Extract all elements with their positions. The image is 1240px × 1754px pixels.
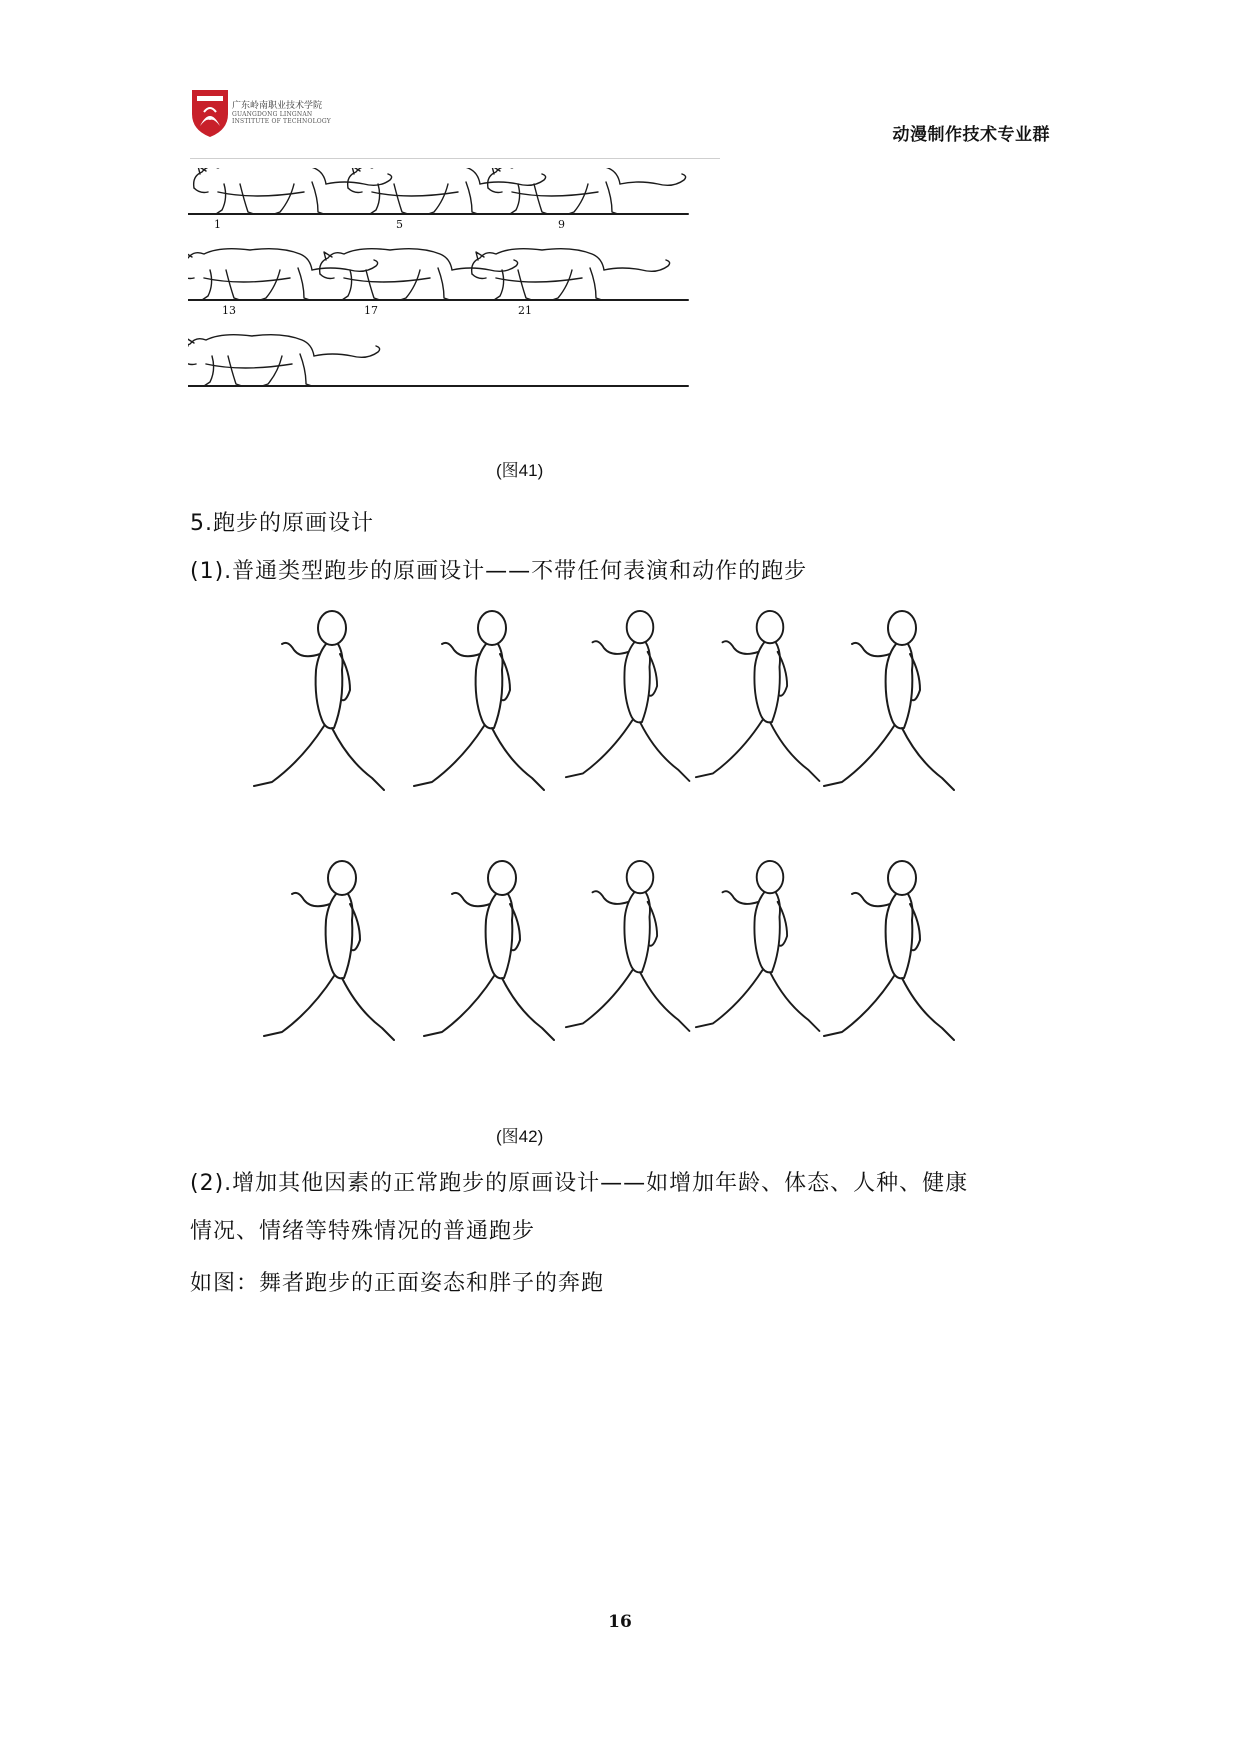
cat-walk-illustration [188, 168, 718, 438]
cat-frame-9 [488, 168, 686, 214]
cat-frame-5 [348, 168, 546, 214]
institution-logo [190, 88, 350, 142]
page-number: 16 [608, 1612, 632, 1632]
frame-label: 5 [396, 218, 403, 231]
runner-frame-9 [696, 861, 820, 1031]
frame-label: 1 [214, 218, 221, 231]
item-1-text: (1).普通类型跑步的原画设计——不带任何表演和动作的跑步 [190, 559, 808, 584]
cat-frame-25 [188, 335, 380, 386]
frame-label: 21 [518, 304, 532, 317]
runner-frame-2 [414, 611, 544, 790]
runner-frame-8 [566, 861, 690, 1031]
item-2-text-line2: 情况、情绪等特殊情况的普通跑步 [190, 1219, 536, 1244]
shield-emblem-icon [190, 88, 230, 138]
logo-chinese-name: 广东岭南职业技术学院 [232, 101, 323, 111]
runner-frame-3 [566, 611, 690, 781]
frame-label: 17 [364, 304, 378, 317]
runner-frame-1 [254, 611, 384, 790]
runner-frame-4 [696, 611, 820, 781]
figure-41-cat-walk-cycle [188, 168, 718, 438]
section-heading: 5.跑步的原画设计 [190, 511, 374, 536]
frame-label: 9 [558, 218, 565, 231]
cat-frame-17 [320, 249, 518, 300]
frame-label: 13 [222, 304, 236, 317]
run-cycle-illustration [232, 600, 1042, 1100]
runner-frame-6 [264, 861, 394, 1040]
figure-42-human-run-cycle [232, 600, 1042, 1100]
cat-frame-1 [194, 168, 392, 214]
cat-frame-21 [472, 249, 670, 300]
logo-english-name-line2: INSTITUTE OF TECHNOLOGY [232, 118, 331, 125]
runner-frame-10 [824, 861, 954, 1040]
example-text: 如图：舞者跑步的正面姿态和胖子的奔跑 [190, 1271, 605, 1296]
header-title: 动漫制作技术专业群 [892, 125, 1050, 145]
figure-42-caption: (图42) [496, 1127, 544, 1146]
runner-frame-5 [824, 611, 954, 790]
item-2-text-line1: (2).增加其他因素的正常跑步的原画设计——如增加年龄、体态、人种、健康 [190, 1171, 969, 1196]
runner-frame-7 [424, 861, 554, 1040]
figure-41-caption: (图41) [496, 461, 544, 480]
logo-english-name-line1: GUANGDONG LINGNAN [232, 111, 313, 118]
header-divider [190, 158, 720, 159]
